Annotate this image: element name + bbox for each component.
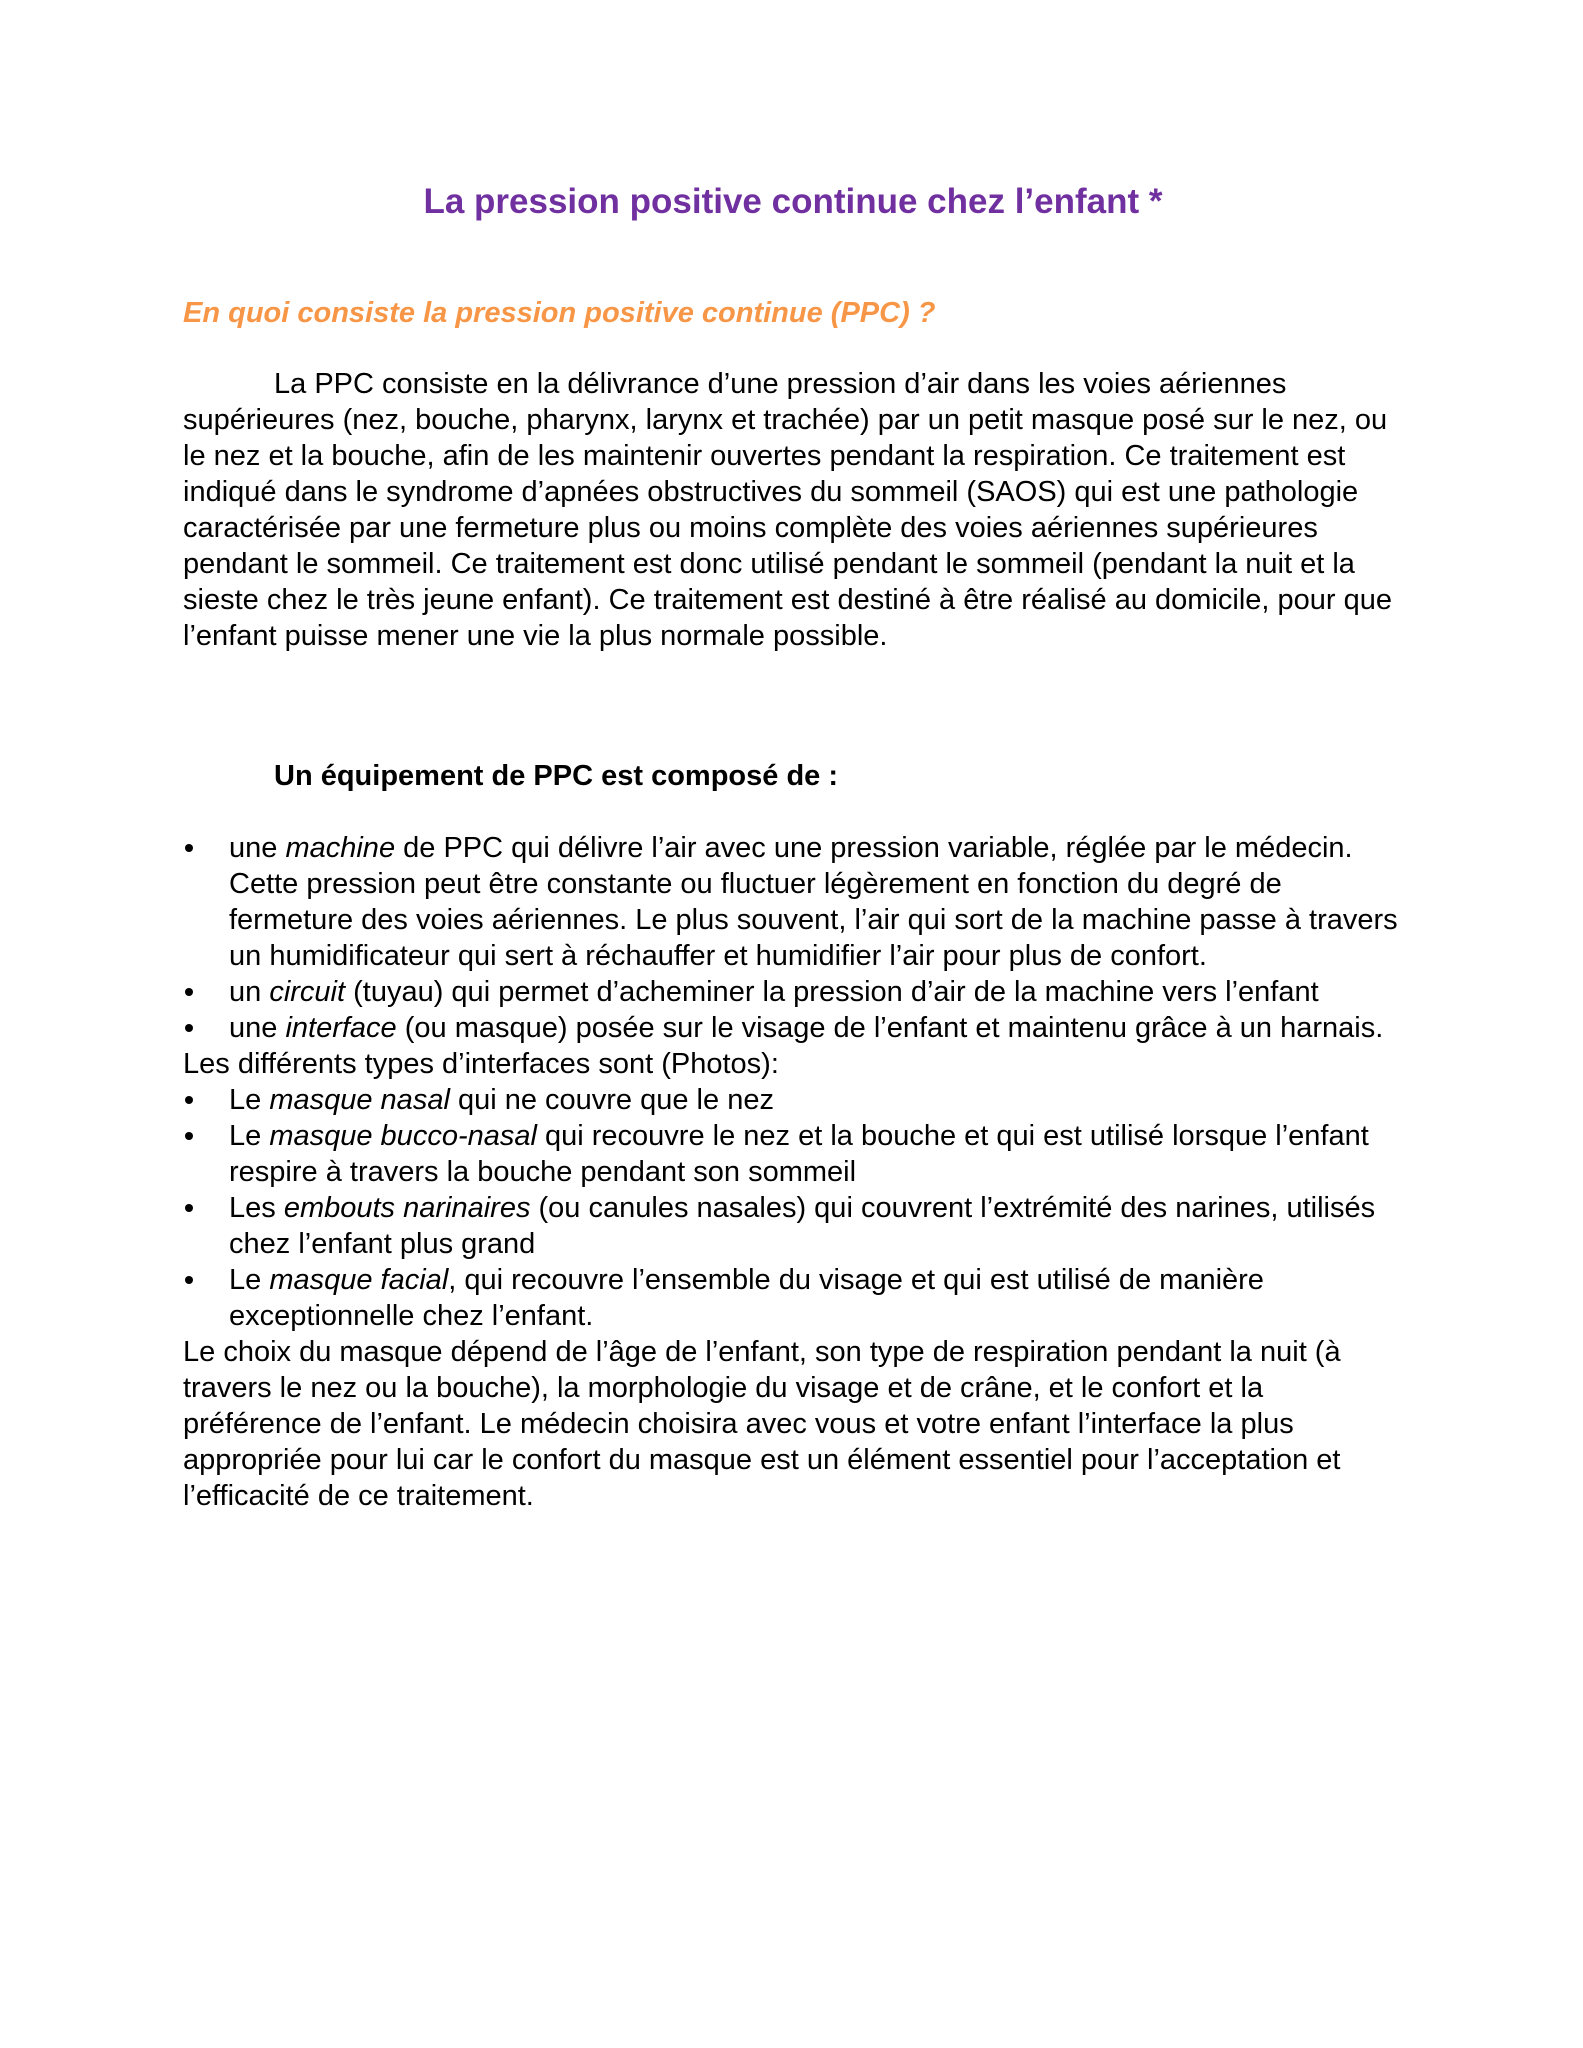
list-item — [183, 1118, 1403, 1190]
intro-text: La PPC consiste en la délivrance d’une pression d’air dans les voies aériennes supérieures (nez, bouche, pharynx, larynx et trachée) par un petit masque posé sur le nez, ou le nez et la bouche, afin de les maintenir ouvertes pendant la respiration. Ce traitement est indiqué dans le syndrome d’apnées obstructives du sommeil (SAOS) qui est une pathologie caractérisée par une fermeture plus ou moins complète des voies aériennes supérieures pendant le sommeil. Ce traitement est donc utilisé pendant le sommeil (pendant la nuit et la sieste chez le très jeune enfant). Ce traitement est destiné à être réalisé au domicile, pour que l’enfant puisse mener une vie la plus normale possible. — [183, 368, 1392, 652]
list-item — [183, 1010, 1403, 1046]
item-prefix: Les — [229, 1192, 284, 1224]
equipment-block — [183, 830, 1403, 1514]
item-term: machine — [285, 832, 396, 864]
list-item — [183, 1082, 1403, 1118]
equipment-heading: Un équipement de PPC est composé de : — [274, 760, 838, 792]
item-prefix: Le — [229, 1120, 270, 1152]
item-text: , qui recouvre l’ensemble du visage et qui est utilisé de manière exceptionnelle chez l’enfant. — [229, 1264, 1264, 1332]
item-term: masque nasal — [269, 1084, 450, 1116]
list-item — [183, 1190, 1403, 1262]
item-prefix: une — [229, 1012, 286, 1044]
item-prefix: une — [229, 832, 286, 864]
list-item — [183, 1262, 1403, 1334]
item-text: (tuyau) qui permet d’acheminer la pression d’air de la machine vers l’enfant — [345, 976, 1319, 1008]
intro-paragraph — [183, 366, 1403, 654]
list-item — [183, 974, 1403, 1010]
page-title: La pression positive continue chez l’enfant * — [423, 182, 1163, 221]
item-term: masque facial — [269, 1264, 449, 1296]
item-text: qui recouvre le nez et la bouche et qui est utilisé lorsque l’enfant respire à travers la bouche pendant son sommeil — [229, 1120, 1369, 1188]
list-item — [183, 830, 1403, 974]
item-text: qui ne couvre que le nez — [449, 1084, 774, 1116]
item-prefix: Le — [229, 1084, 270, 1116]
item-text: de PPC qui délivre l’air avec une pression variable, réglée par le médecin. Cette pression peut être constante ou fluctuer légèrement en fonction du degré de fermeture des voies aériennes. Le plus souvent, l’air qui sort de la machine passe à travers un humidificateur qui sert à réchauffer et humidifier l’air pour plus de confort. — [229, 832, 1398, 972]
item-prefix: Le — [229, 1264, 270, 1296]
section-heading: En quoi consiste la pression positive continue (PPC) ? — [183, 297, 936, 329]
interfaces-list — [183, 1082, 1403, 1334]
equipment-list — [183, 830, 1403, 1046]
item-term: masque bucco-nasal — [269, 1120, 537, 1152]
item-prefix: un — [229, 976, 270, 1008]
item-text: (ou canules nasales) qui couvrent l’extrémité des narines, utilisés chez l’enfant plus grand — [229, 1192, 1376, 1260]
item-term: circuit — [269, 976, 346, 1008]
item-text: (ou masque) posée sur le visage de l’enfant et maintenu grâce à un harnais. — [396, 1012, 1384, 1044]
item-term: embouts narinaires — [283, 1192, 531, 1224]
interfaces-intro: Les différents types d’interfaces sont (Photos): — [183, 1048, 779, 1080]
item-term: interface — [285, 1012, 397, 1044]
conclusion-paragraph: Le choix du masque dépend de l’âge de l’enfant, son type de respiration pendant la nuit (à travers le nez ou la bouche), la morphologie du visage et de crâne, et le confort et la préférence de l’enfant. Le médecin choisira avec vous et votre enfant l’interface la plus appropriée pour lui car le confort du masque est un élément essentiel pour l’acceptation et l’efficacité de ce traitement. — [183, 1336, 1341, 1512]
